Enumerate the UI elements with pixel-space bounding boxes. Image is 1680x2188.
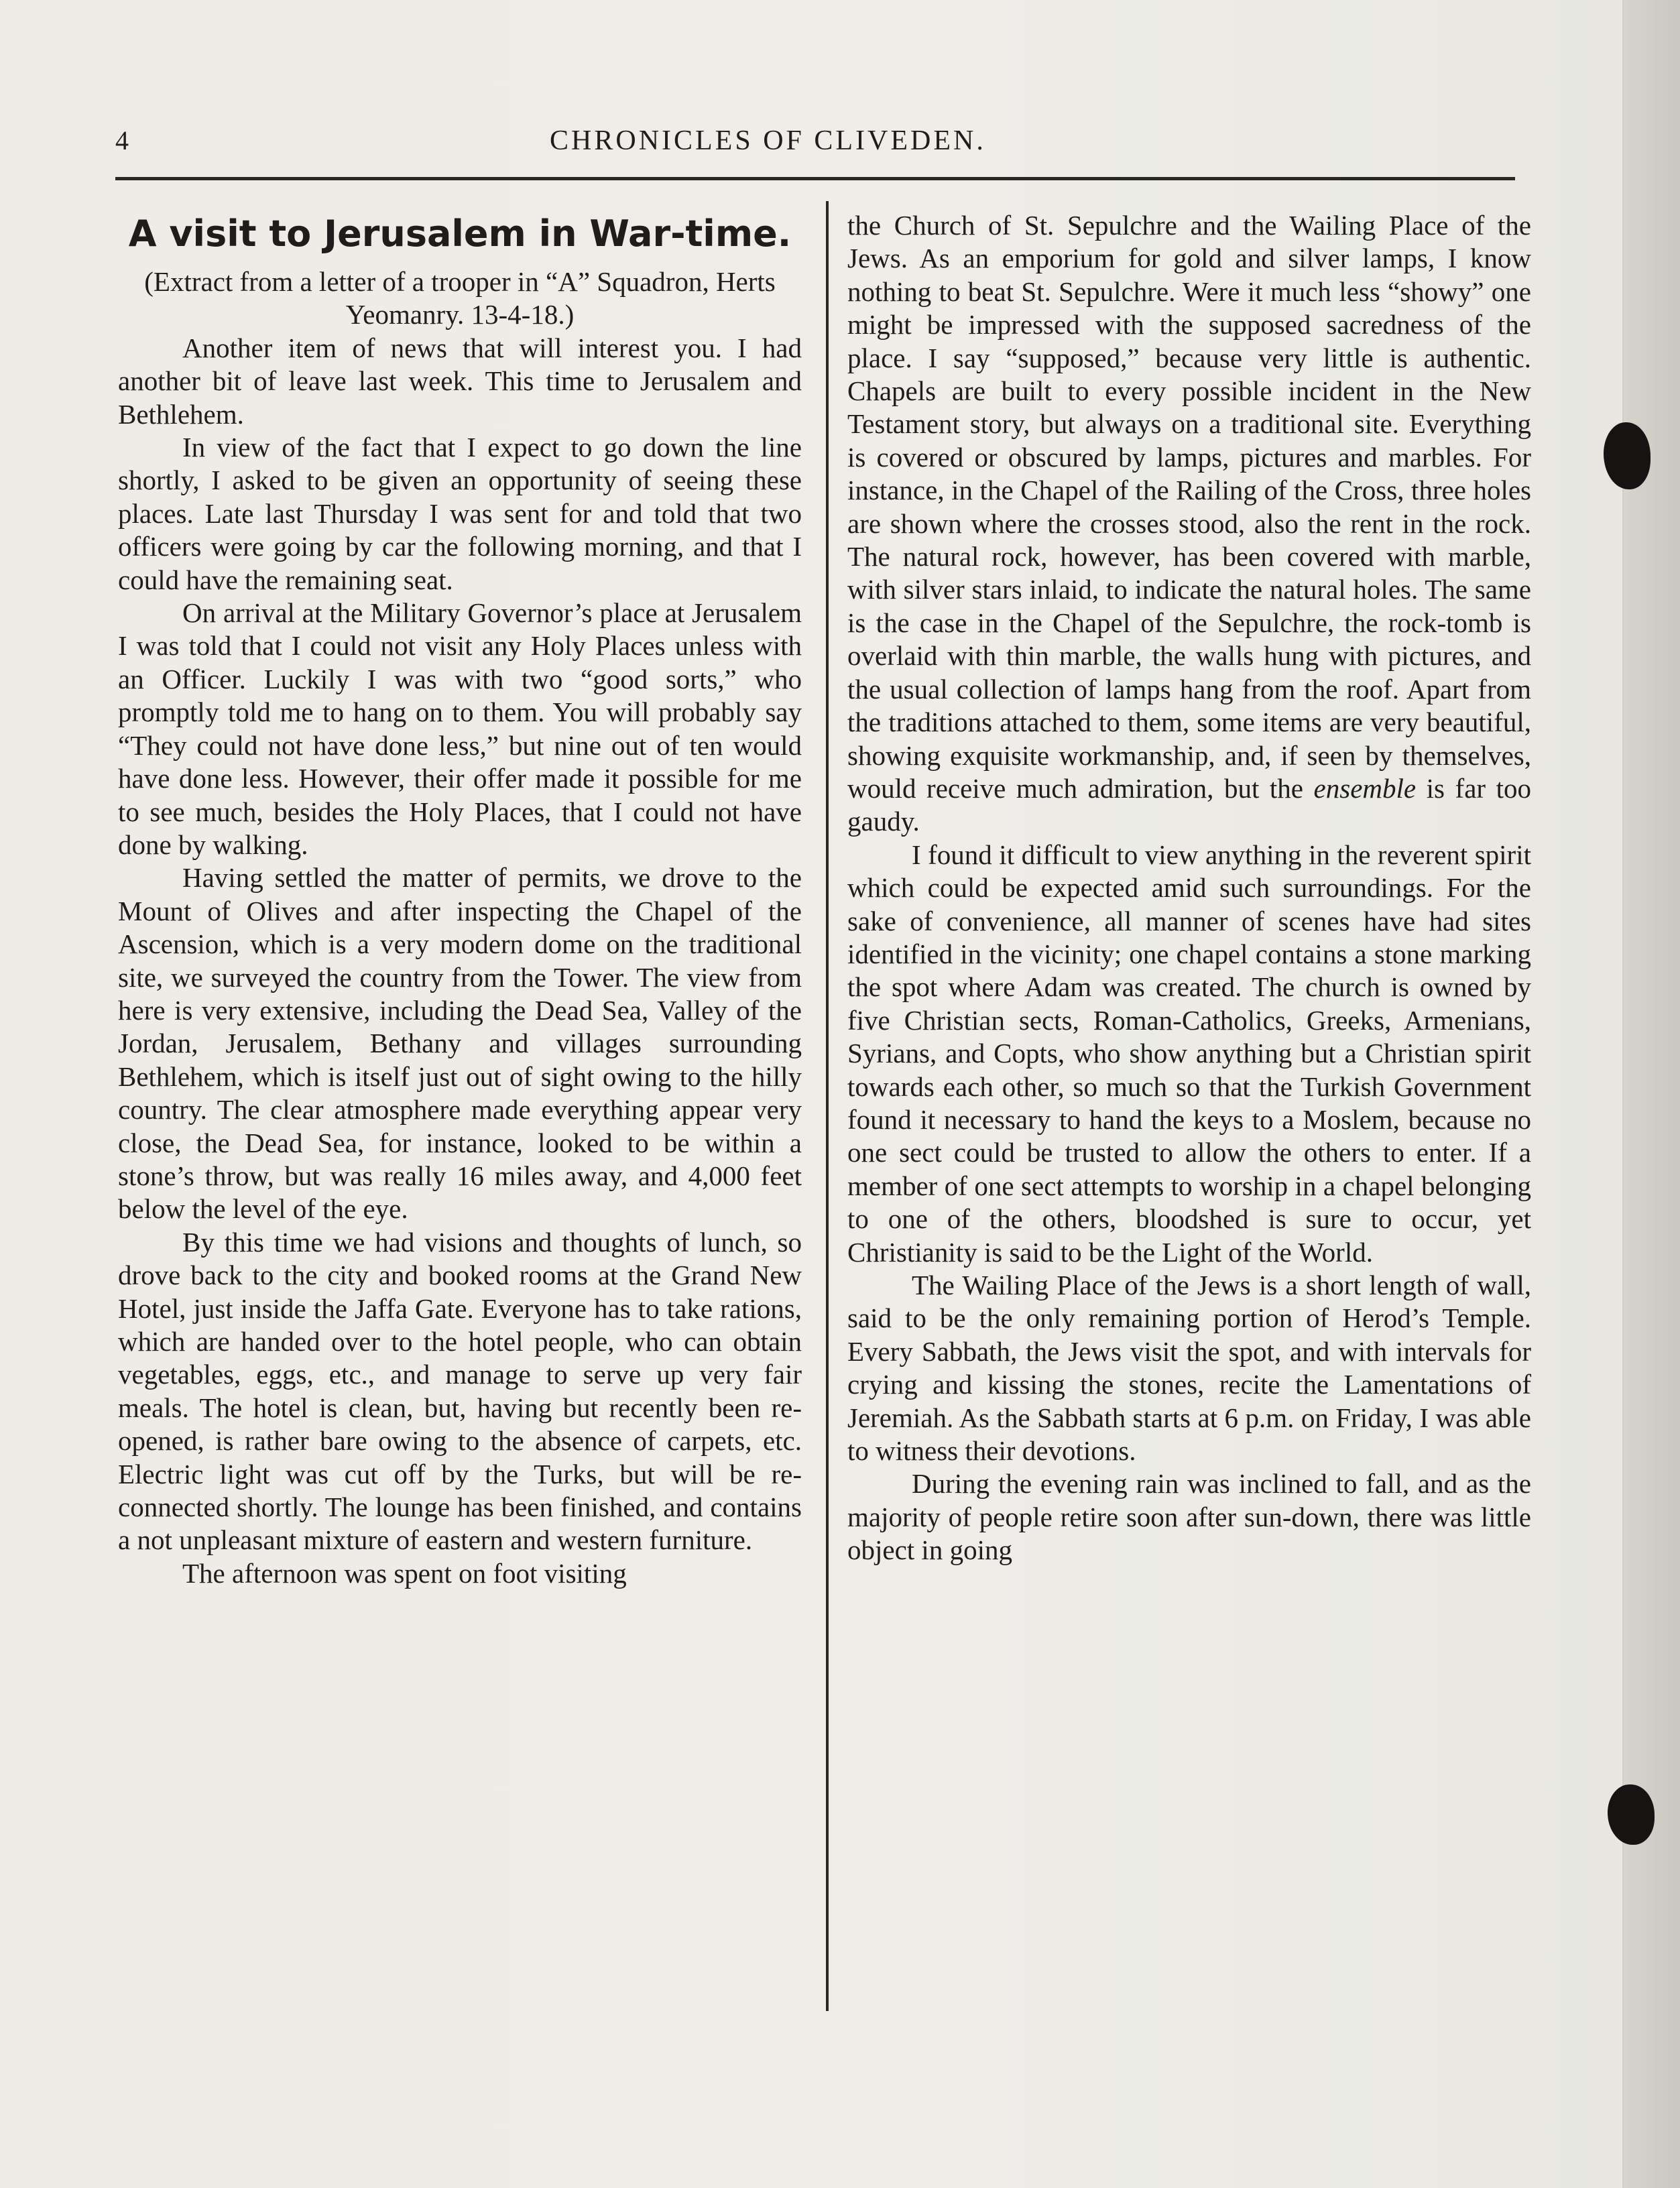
running-head: CHRONICLES OF CLIVEDEN.: [550, 125, 986, 156]
paragraph: The Wailing Place of the Jews is a short length of wall, said to be the only remaining portion of Herod’s Temple. Every Sabbath, the Jews visit the spot, and with intervals for crying and kissing the stones, recite the Lamentations of Jeremiah. As the Sabbath starts at 6 p.m. on Friday, I was able to witness their devotions.: [847, 1270, 1531, 1467]
column-divider: [826, 201, 829, 2011]
paragraph: Another item of news that will interest you. I had another bit of leave last week. This time to Jerusalem and Bethlehem.: [118, 332, 802, 430]
article-title: A visit to Jerusalem in War-time.: [128, 212, 792, 255]
paragraph: I found it difficult to view anything in the reverent spirit which could be expected amid such surroundings. For the sake of convenience, all manner of scenes have had sites identified in the vicinity; one chapel contains a stone marking the spot where Adam was created. The church is owned by five Christian sects, Roman-Catholics, Greeks, Armenians, Syrians, and Copts, who show anything but a Christian spirit towards each other, so much so that the Turkish Government found it necessary to hand the keys to a Moslem, because no one sect could be trusted to allow the others to enter. If a member of one sect attempts to worship in a chapel belonging to one of the others, bloodshed is sure to occur, yet Christianity is said to be the Light of the World.: [847, 839, 1531, 1268]
paragraph: Having settled the matter of permits, we drove to the Mount of Olives and after inspecting the Chapel of the Ascension, which is a very modern dome on the traditional site, we surveyed the country from the Tower. The view from here is very extensive, including the Dead Sea, Valley of the Jordan, Jerusalem, Bethany and villages surrounding Bethlehem, which is itself just out of sight owing to the hilly country. The clear atmosphere made everything appear very close, the Dead Sea, for instance, looked to be within a stone’s throw, but was really 16 miles away, and 4,000 feet below the level of the eye.: [118, 862, 802, 1225]
paragraph: During the evening rain was inclined to fall, and as the majority of people retire soon after sun-down, there was little object in going: [847, 1468, 1531, 1566]
page-edge: [1622, 0, 1680, 2188]
paragraph: The afternoon was spent on foot visiting: [182, 1557, 627, 1589]
left-column: [118, 209, 802, 1590]
paragraph: On arrival at the Military Governor’s place at Jerusalem I was told that I could not visit any Holy Places unless with an Officer. Luckily I was with two “good sorts,” who promptly told me to hang on to them. You will probably say “They could not have done less,” but nine out of ten would have done less. However, their offer made it possible for me to see much, besides the Holy Places, that I could not have done by walking.: [118, 597, 802, 860]
right-column: [847, 209, 1531, 1567]
binding-hole-lower: [1608, 1784, 1655, 1845]
header-rule: [115, 177, 1515, 180]
paragraph: By this time we had visions and thoughts of lunch, so drove back to the city and booked rooms at the Grand New Hotel, just inside the Jaffa Gate. Everyone has to take rations, which are handed over to the hotel people, who can obtain vegetables, eggs, etc., and manage to serve up very fair meals. The hotel is clean, but, having but recently been re-opened, is rather bare owing to the absence of carpets, etc. Electric light was cut off by the Turks, but will be re-connected shortly. The lounge has been finished, and contains a not unpleasant mixture of eastern and western furniture.: [118, 1226, 802, 1556]
continuation-text: the Church of St. Sepulchre and the Wailing Place of the Jews. As an emporium for gold and silver lamps, I know nothing to beat St. Sepulchre. Were it much less “showy” one might be impressed with the supposed sacredness of the place. I say “supposed,” because very little is authentic. Chapels are built to every possible incident in the New Testament story, but always on a traditional site. Everything is covered or obscured by lamps, pictures and marbles. For instance, in the Chapel of the Railing of the Cross, three holes are shown where the crosses stood, also the rent in the rock. The natural rock, however, has been covered with marble, with silver stars inlaid, to indicate the natural holes. The same is the case in the Chapel of the Sepulchre, the rock-tomb is overlaid with thin marble, the walls hung with pictures, and the usual collection of lamps hang from the roof. Apart from the traditions attached to them, some items are very beautiful, showing exquisite workmanship, and, if seen by themselves, would receive much admiration, but the: [847, 210, 1531, 804]
continuation-end: is far too gaudy.: [847, 772, 1531, 837]
binding-hole-upper: [1604, 422, 1651, 489]
article-subtitle: (Extract from a letter of a trooper in “A” Squadron, Herts Yeomanry. 13-4-18.): [144, 266, 776, 330]
paragraph: In view of the fact that I expect to go down the line shortly, I asked to be given an opportunity of seeing these places. Late last Thursday I was sent for and told that two officers were going by car the following morning, and that I could have the remaining seat.: [118, 432, 802, 595]
paragraph-continuation: [847, 209, 1531, 839]
page-number: 4: [115, 125, 129, 156]
italic-word: ensemble: [1313, 772, 1417, 804]
